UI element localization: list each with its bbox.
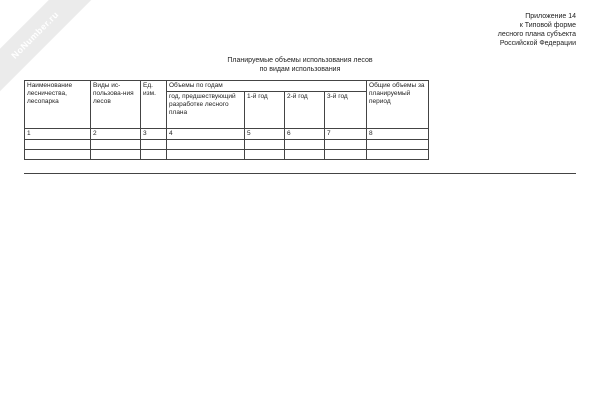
header-volumes-by-year: Объемы по годам	[167, 81, 367, 92]
title-line-2: по видам использования	[259, 66, 341, 73]
column-number: 8	[367, 129, 429, 140]
appendix-note	[498, 12, 576, 48]
volumes-table	[24, 80, 429, 160]
empty-cell	[367, 150, 429, 160]
empty-row	[25, 150, 429, 160]
empty-cell	[325, 140, 367, 150]
header-year-1: 1-й год	[245, 92, 285, 129]
document-title	[200, 56, 400, 74]
empty-cell	[285, 150, 325, 160]
empty-cell	[285, 140, 325, 150]
column-number-row	[25, 129, 429, 140]
header-unit: Ед. изм.	[141, 81, 167, 129]
empty-cell	[367, 140, 429, 150]
empty-cell	[91, 150, 141, 160]
header-year-3: 3-й год	[325, 92, 367, 129]
empty-cell	[245, 150, 285, 160]
column-number: 1	[25, 129, 91, 140]
column-number: 2	[91, 129, 141, 140]
appendix-line: Российской Федерации	[499, 40, 576, 47]
header-row-1	[25, 81, 429, 92]
header-use-types: Виды ис-пользова-ния лесов	[91, 81, 141, 129]
column-number: 5	[245, 129, 285, 140]
empty-cell	[167, 140, 245, 150]
header-forestry: Наименование лесничества, лесопарка	[25, 81, 91, 129]
empty-cell	[25, 150, 91, 160]
horizontal-divider	[24, 173, 576, 174]
empty-cell	[141, 140, 167, 150]
watermark-ribbon	[0, 0, 92, 92]
column-number: 4	[167, 129, 245, 140]
appendix-line: лесного плана субъекта	[497, 31, 576, 38]
header-total: Общие объемы за планируемый период	[367, 81, 429, 129]
title-line-1: Планируемые объемы использования лесов	[227, 57, 373, 64]
appendix-line: Приложение 14	[525, 13, 576, 20]
appendix-line: к Типовой форме	[519, 22, 576, 29]
empty-cell	[325, 150, 367, 160]
watermark-text: NoNumber.ru	[9, 9, 61, 61]
column-number: 7	[325, 129, 367, 140]
empty-row	[25, 140, 429, 150]
empty-cell	[167, 150, 245, 160]
header-year-2: 2-й год	[285, 92, 325, 129]
empty-cell	[141, 150, 167, 160]
empty-cell	[245, 140, 285, 150]
empty-cell	[25, 140, 91, 150]
column-number: 3	[141, 129, 167, 140]
header-prev-year: год, предшествующий разработке лесного плана	[167, 92, 245, 129]
empty-cell	[91, 140, 141, 150]
column-number: 6	[285, 129, 325, 140]
